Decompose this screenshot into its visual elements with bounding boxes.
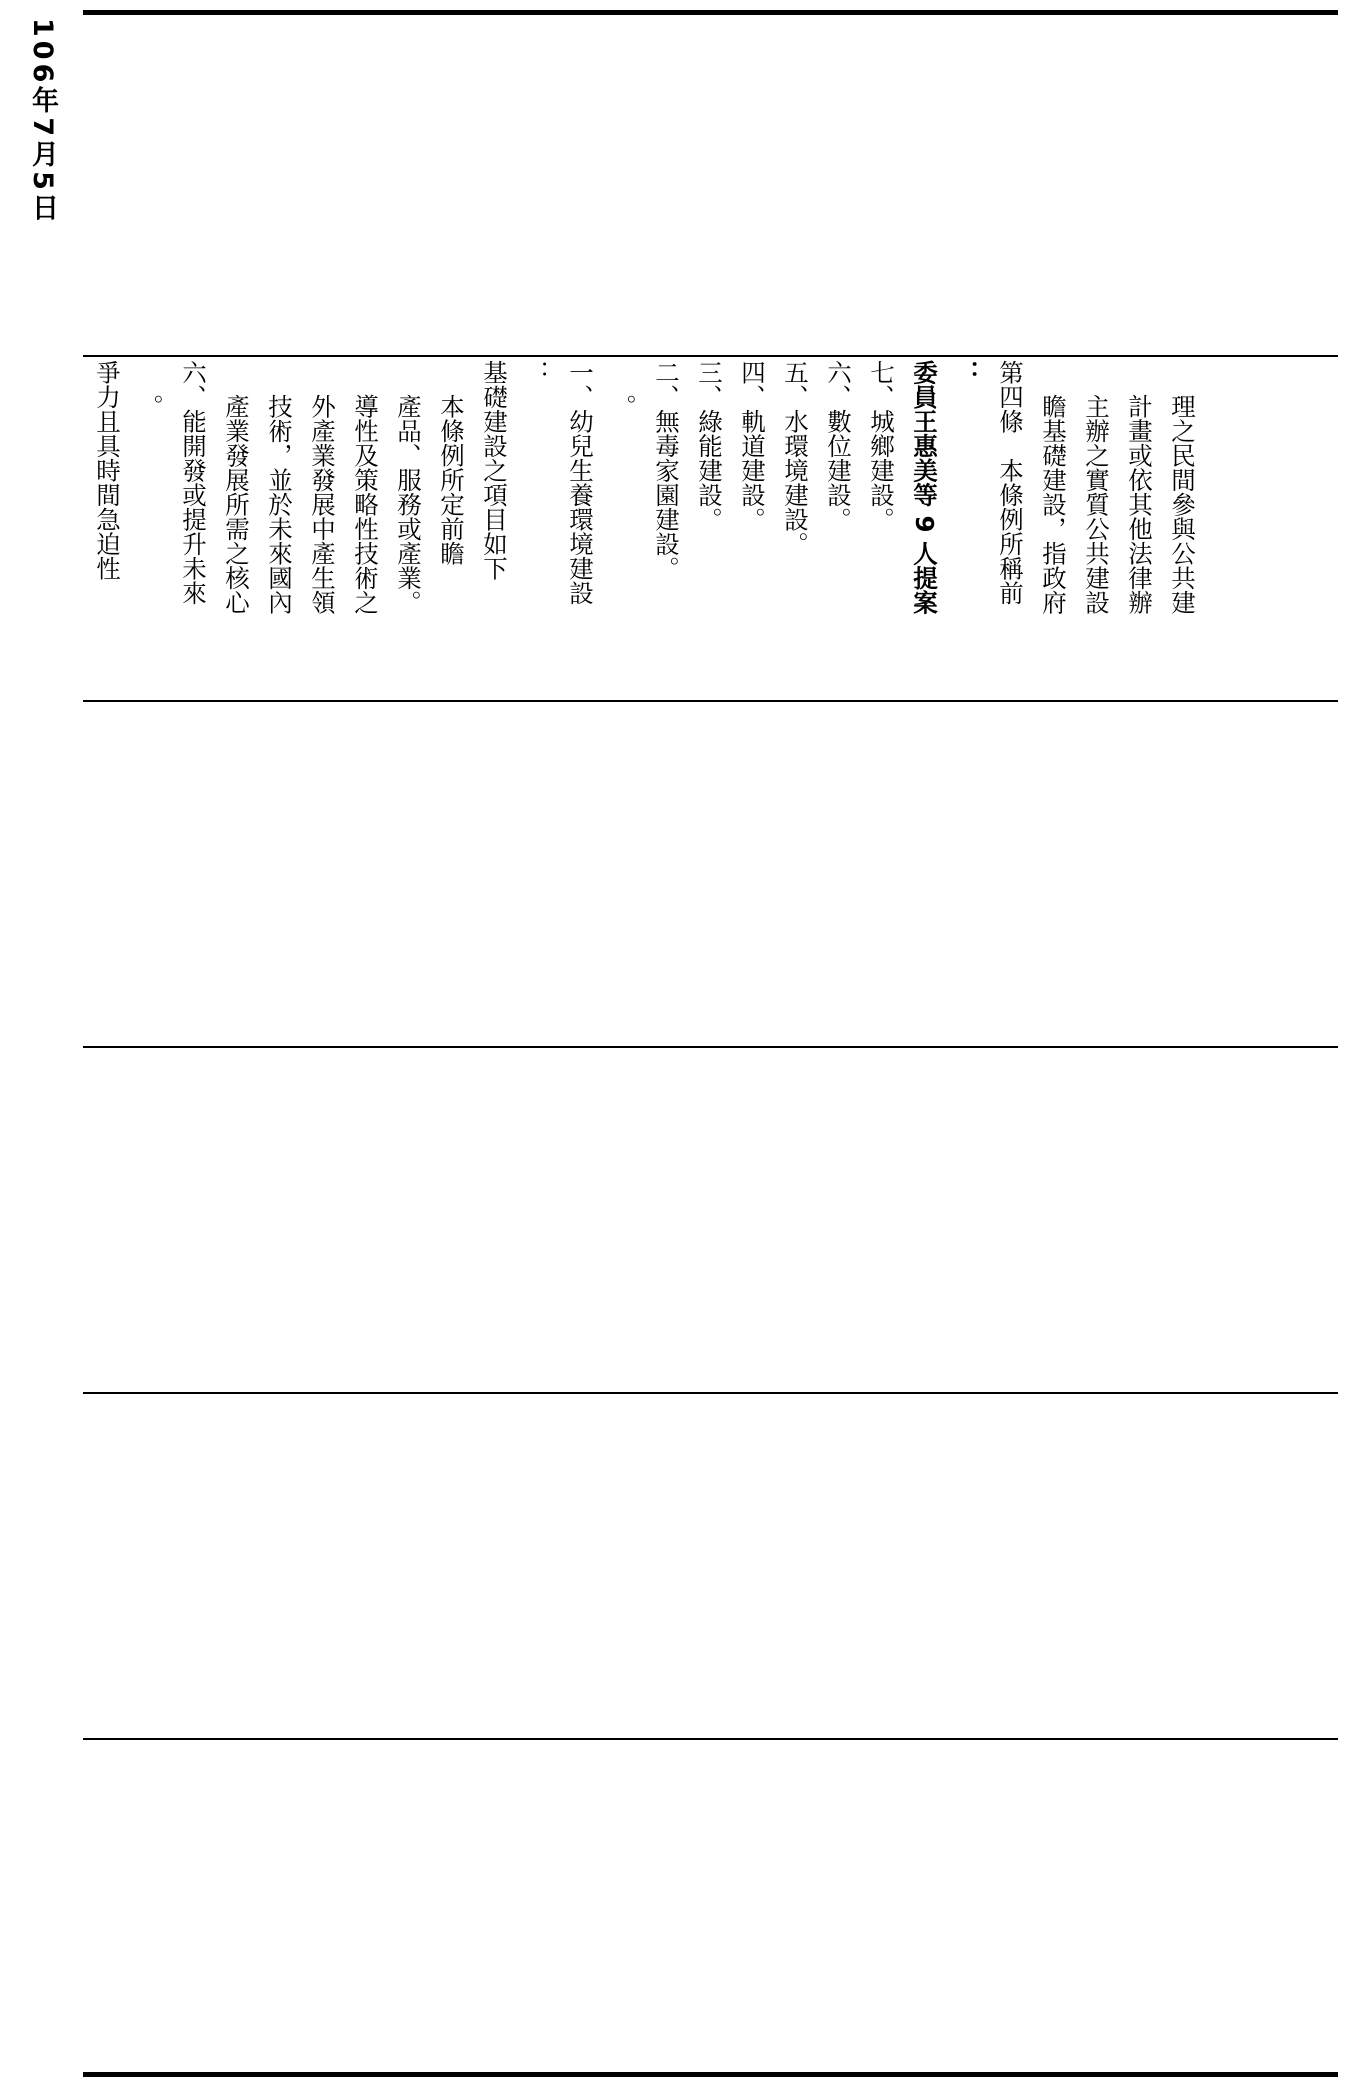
text-column: 七、城鄉建設。 (867, 360, 896, 532)
section-rule (83, 1046, 1338, 1048)
text-column: 。 (609, 394, 638, 419)
text-column: 一、幼兒生養環境建設 (566, 360, 595, 605)
text-column: 理之民間參與公共建 (1168, 394, 1197, 615)
proposal-heading: 委員王惠美等 9 人提案 (910, 360, 939, 615)
section-rule (83, 355, 1338, 357)
text-column: 五、水環境建設。 (781, 360, 810, 556)
page-date: 106年7月5日 (27, 18, 58, 225)
text-column: 二、無毒家園建設。 (652, 360, 681, 581)
text-column: 六、數位建設。 (824, 360, 853, 532)
text-column: 導性及策略性技術之 (351, 394, 380, 615)
bottom-rule (83, 2072, 1338, 2077)
section-rule (83, 1392, 1338, 1394)
text-column: 瞻基礎建設，指政府 (1039, 394, 1068, 615)
text-column: 計畫或依其他法律辦 (1125, 394, 1154, 615)
text-column: 四、軌道建設。 (738, 360, 767, 532)
text-column: 第四條 本條例所稱前 (996, 360, 1025, 605)
text-column: 三、綠能建設。 (695, 360, 724, 532)
text-column: 基礎建設之項目如下 (480, 360, 509, 581)
text-column: 產業發展所需之核心 (222, 394, 251, 615)
text-column: 爭力且具時間急迫性 (93, 360, 122, 581)
text-columns (90, 360, 1208, 695)
text-column: 六、能開發或提升未來 (179, 360, 208, 605)
top-rule (83, 10, 1338, 15)
text-column: 主辦之實質公共建設 (1082, 394, 1111, 615)
text-column: ： (523, 360, 552, 385)
text-column: 外產業發展中產生領 (308, 394, 337, 615)
text-column: 。 (136, 394, 165, 419)
section-rule (83, 1738, 1338, 1740)
text-column: 技術，並於未來國內 (265, 394, 294, 615)
proposal-heading-colon: ： (953, 360, 982, 385)
text-column: 本條例所定前瞻 (437, 394, 466, 566)
text-column: 產品、服務或產業。 (394, 394, 423, 615)
